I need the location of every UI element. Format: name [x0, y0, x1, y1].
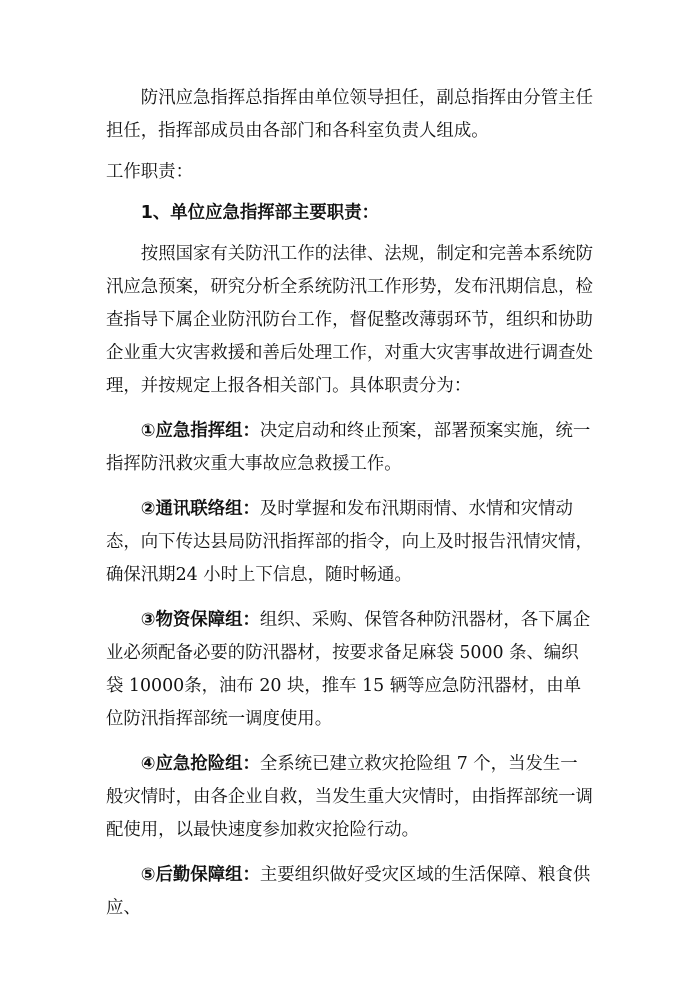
duty-item-materials	[106, 604, 594, 736]
duty-item-rescue	[106, 748, 594, 847]
duty-item-label: ②通讯联络组：	[140, 499, 260, 519]
duty-item-label: ①应急指挥组：	[140, 421, 260, 441]
duty-item-command	[106, 415, 594, 481]
duty-item-label: ④应急抢险组：	[140, 754, 260, 774]
duty-item-label: ③物资保障组：	[140, 610, 260, 630]
section-1-title: 1、单位应急指挥部主要职责：	[140, 203, 379, 223]
duty-item-text: 组织、采购、保管各种防汛器材，各下属企业必须配备必要的防汛器材，按要求备足麻袋 5000 条、编织袋 10000条，油布 20 块，推车 15 辆等应急防汛器材，由单位防汛指挥部统一调度使用。	[106, 610, 591, 729]
section-1-body: 按照国家有关防汛工作的法律、法规，制定和完善本系统防汛应急预案，研究分析全系统防汛工作形势，发布汛期信息，检查指导下属企业防汛防台工作，督促整改薄弱环节，组织和协助企业重大灾害救援和善后处理工作，对重大灾害事故进行调查处理，并按规定上报各相关部门。具体职责分为：	[106, 244, 593, 396]
duty-item-label: ⑤后勤保障组：	[140, 865, 260, 885]
duty-item-logistics	[106, 859, 594, 925]
duty-item-text: 及时掌握和发布汛期雨情、水情和灾情动态，向下传达县局防汛指挥部的指令，向上及时报告汛情灾情，确保汛期24 小时上下信息，随时畅通。	[106, 499, 593, 585]
intro-paragraph: 防汛应急指挥总指挥由单位领导担任，副总指挥由分管主任担任，指挥部成员由各部门和各科室负责人组成。	[106, 88, 593, 141]
duty-item-text: 决定启动和终止预案，部署预案实施，统一指挥防汛救灾重大事故应急救援工作。	[106, 421, 591, 474]
duty-item-text: 全系统已建立救灾抢险组 7 个，当发生一般灾情时，由各企业自救，当发生重大灾情时，由指挥部统一调配使用，以最快速度参加救灾抢险行动。	[106, 754, 593, 840]
duties-heading: 工作职责：	[106, 162, 193, 182]
duty-item-communication	[106, 493, 594, 592]
duty-item-text: 主要组织做好受灾区域的生活保障、粮食供应、	[106, 865, 591, 918]
